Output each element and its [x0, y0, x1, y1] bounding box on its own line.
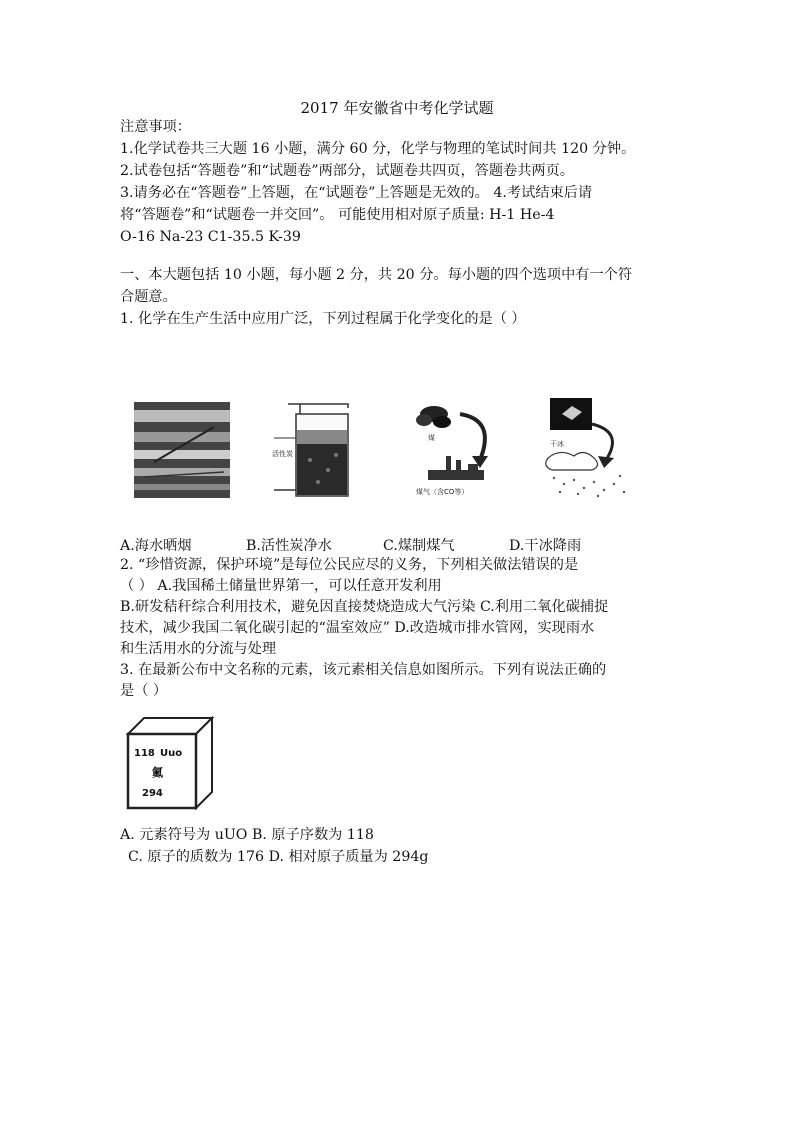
q3-options-cd: C. 原子的质数为 176 D. 相对原子质量为 294g: [128, 849, 429, 865]
q1-option-b: B.活性炭净水: [246, 538, 332, 554]
q3-element-symbol: Uuo: [160, 748, 183, 759]
q3-line-1: 3. 在最新公布中文名称的元素，该元素相关信息如图所示。下列有说法正确的: [120, 662, 607, 678]
page-title: 2017 年安徽省中考化学试题: [300, 99, 494, 117]
notes-line-5: O-16 Na-23 C1-35.5 K-39: [120, 229, 301, 245]
q3-options-ab: A. 元素符号为 uUO B. 原子序数为 118: [120, 827, 374, 843]
q2-line-2: （ ） A.我国稀土储量世界第一，可以任意开发利用: [120, 578, 442, 594]
q2-line-4: 技术，减少我国二氧化碳引起的“温室效应” D.改造城市排水管网，实现雨水: [120, 620, 595, 636]
q3-element-cube-image: [124, 714, 216, 810]
q1-figure-sea-salt-image: [134, 402, 230, 498]
q1-option-c: C.煤制煤气: [383, 538, 455, 554]
q1-figure-coal-gas-image: [410, 400, 506, 500]
q1-figure-carbon-filter-image: [270, 400, 354, 500]
q1-fig2-label: 活性炭: [272, 450, 293, 458]
notes-heading: 注意事项：: [120, 119, 191, 135]
q1-fig3-label-top: 煤: [428, 434, 435, 442]
q1-option-a: A.海水晒烟: [120, 538, 192, 554]
q1-stem: 1. 化学在生产生活中应用广泛，下列过程属于化学变化的是（ ）: [120, 311, 526, 327]
q1-fig3-label-bottom: 煤气（含CO等）: [416, 488, 469, 496]
q3-element-mass: 294: [142, 788, 163, 799]
q1-option-d: D.干冰降雨: [509, 538, 582, 554]
notes-line-1: 1.化学试卷共三大题 16 小题，满分 60 分，化学与物理的笔试时间共 120 分钟。: [120, 141, 636, 157]
q1-figure-dry-ice-image: [540, 396, 636, 500]
q3-element-name: 鿫: [152, 766, 163, 779]
q3-line-2: 是（ ）: [120, 683, 168, 699]
q2-line-1: 2. “珍惜资源，保护环境”是每位公民应尽的义务，下列相关做法错误的是: [120, 557, 579, 573]
q2-line-5: 和生活用水的分流与处理: [120, 641, 277, 657]
q1-fig4-label: 干冰: [550, 440, 564, 448]
section-intro-1: 一、本大题包括 10 小题，每小题 2 分，共 20 分。每小题的四个选项中有一个符: [120, 267, 633, 283]
q3-element-number: 118: [134, 748, 155, 759]
notes-line-2: 2.试卷包括“答题卷”和“试题卷”两部分，试题卷共四页，答题卷共两页。: [120, 163, 574, 179]
q2-line-3: B.研发秸秆综合利用技术，避免因直接焚烧造成大气污染 C.利用二氧化碳捕捉: [120, 599, 609, 615]
notes-line-4: 将“答题卷”和“试题卷一并交回”。 可能使用相对原子质量: H-1 He-4: [120, 207, 555, 223]
section-intro-2: 合题意。: [120, 289, 177, 305]
notes-line-3: 3.请务必在“答题卷”上答题，在“试题卷”上答题是无效的。 4.考试结束后请: [120, 185, 593, 201]
